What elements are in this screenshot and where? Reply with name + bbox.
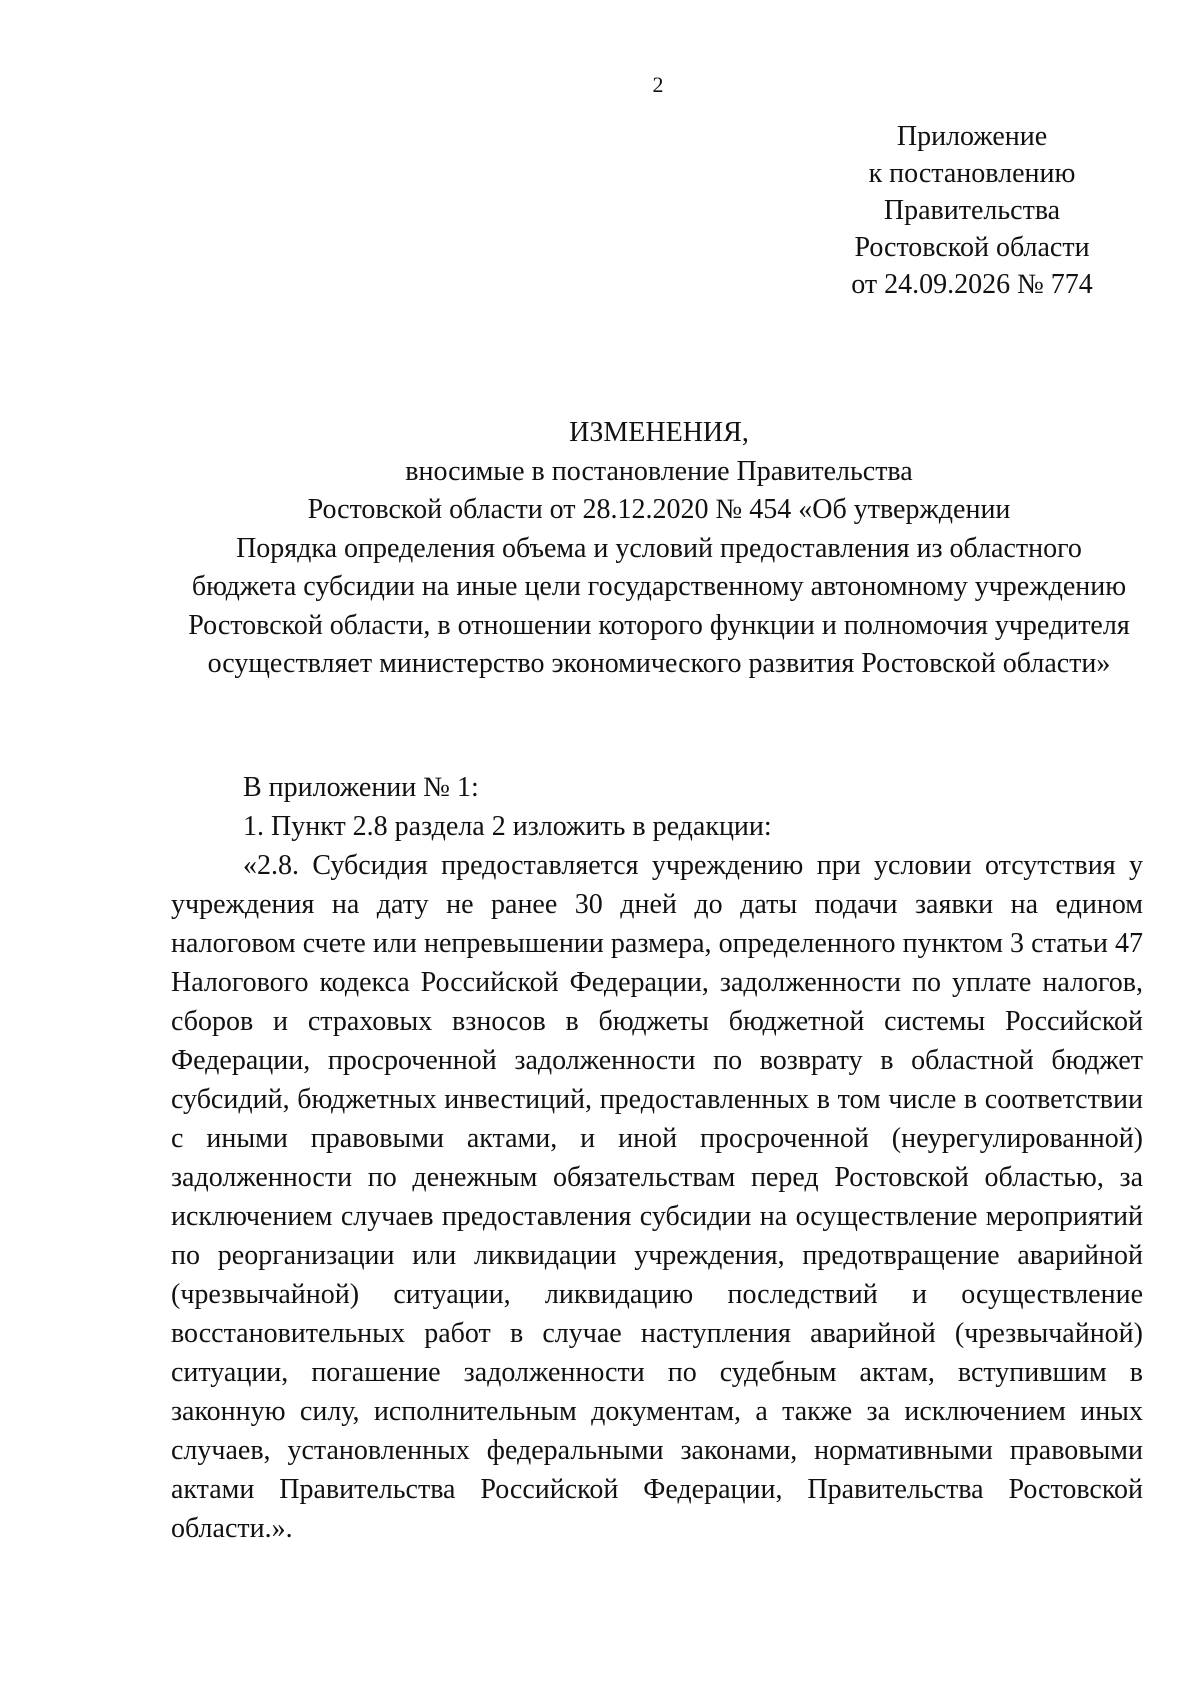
title-line: Ростовской области от 28.12.2020 № 454 «Об утверждении [307, 494, 1011, 525]
title-block [150, 414, 1168, 684]
body-paragraph: «2.8. Субсидия предоставляется учреждению при условии отсутствия у учреждения на дату не ранее 30 дней до даты подачи заявки на едином налоговом счете или непревышении размера, определенного пунктом 3 статьи 47 Налогового кодекса Российской Федерации, задолженности по уплате налогов, сборов и страховых взносов в бюджеты бюджетной системы Российской Федерации, просроченной задолженности по возврату в областной бюджет субсидий, бюджетных инвестиций, предоставленных в том числе в соответствии с иными правовыми актами, и иной просроченной (неурегулированной) задолженности по денежным обязательствам перед Ростовской областью, за исключением случаев предоставления субсидии на осуществление мероприятий по реорганизации или ликвидации учреждения, предотвращение аварийной (чрезвычайной) ситуации, ликвидацию последствий и осуществление восстановительных работ в случае наступления аварийной (чрезвычайной) ситуации, погашение задолженности по судебным актам, вступившим в законную силу, исполнительным документам, а также за исключением иных случаев, установленных федеральными законами, нормативными правовыми актами Правительства Российской Федерации, Правительства Ростовской области.». [171, 850, 1143, 1544]
title-line: Ростовской области, в отношении которого функции и полномочия учредителя [188, 609, 1130, 641]
body-paragraph: 1. Пункт 2.8 раздела 2 изложить в редакции: [243, 811, 772, 842]
page-number: 2 [652, 72, 664, 97]
title-line: вносимые в постановление Правительства [405, 455, 913, 487]
title-line: бюджета субсидии на иные цели государственному автономному учреждению [191, 571, 1127, 602]
appendix-line: от 24.09.2026 № 774 [851, 269, 1093, 300]
appendix-block [800, 118, 1144, 303]
appendix-line: к постановлению [868, 158, 1076, 189]
appendix-line: Ростовской области [854, 232, 1090, 263]
title-line: Порядка определения объема и условий предоставления из областного [236, 532, 1082, 564]
body-paragraph: В приложении № 1: [243, 772, 479, 803]
appendix-line: Приложение [896, 121, 1048, 152]
title-line: осуществляет министерство экономического развития Ростовской области» [207, 648, 1111, 679]
body-text [171, 768, 1143, 1548]
appendix-line: Правительства [883, 195, 1061, 226]
title-heading: ИЗМЕНЕНИЯ, [569, 417, 749, 448]
